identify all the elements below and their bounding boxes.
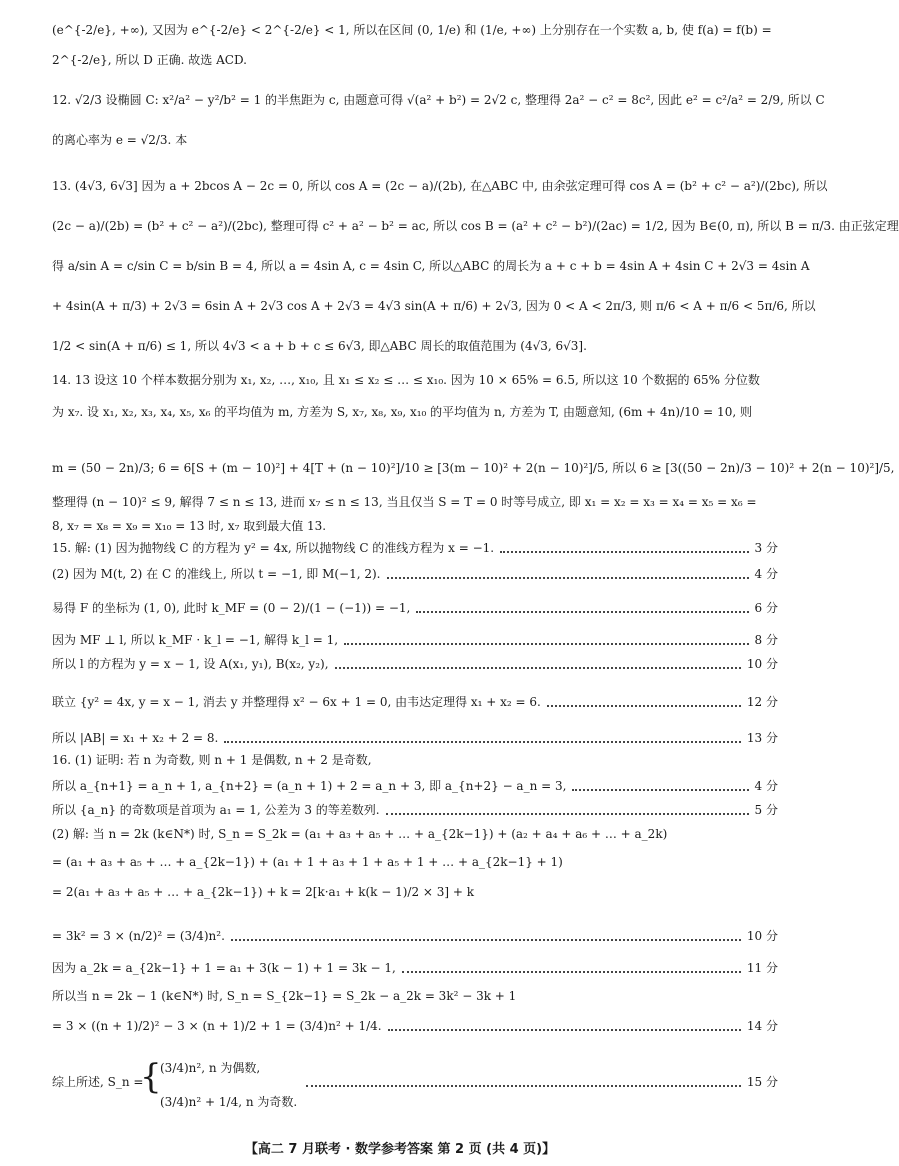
q15-part1-text: 15. 解: (1) 因为抛物线 C 的方程为 y² = 4x, 所以抛物线 C 的准线方程为 x = −1.	[52, 541, 495, 555]
q15-part1	[52, 540, 778, 556]
score-mark: 15 分	[746, 1075, 778, 1089]
page-footer: 【高二 7 月联考 · 数学参考答案 第 2 页 (共 4 页)】	[244, 1142, 556, 1157]
dot-leader	[500, 551, 748, 553]
line-l14: 8, x₇ = x₈ = x₉ = x₁₀ = 13 时, x₇ 取到最大值 13.	[52, 519, 327, 533]
line-text: 因为 MF ⊥ l, 所以 k_MF · k_l = −1, 解得 k_l = 1,	[52, 633, 339, 647]
line-l13: 整理得 (n − 10)² ≤ 9, 解得 7 ≤ n ≤ 13, 进而 x₇ ≤ n ≤ 13, 当且仅当 S = T = 0 时等号成立, 即 x₁ = x₂ = x₃ = x₄ = x₅ = x₆ =	[52, 495, 757, 509]
dot-leader	[386, 813, 749, 815]
line-text: 所以 a_{n+1} = a_n + 1, a_{n+2} = (a_n + 1) + 2 = a_n + 3, 即 a_{n+2} − a_n = 3,	[52, 779, 567, 793]
line-l19	[52, 694, 778, 710]
score-mark: 5 分	[754, 803, 778, 817]
score-mark: 10 分	[746, 657, 778, 671]
score-mark: 3 分	[754, 541, 778, 555]
summary-label: 综上所述, S_n =	[52, 1075, 144, 1089]
score-mark: 4 分	[754, 567, 778, 581]
line-l06: (2c − a)/(2b) = (b² + c² − a²)/(2bc), 整理可得 c² + a² − b² = ac, 所以 cos B = (a² + c² − b²)/(2ac) = 1/2, 因为 B∈(0, π), 所以 B = π/3. 由正弦定理	[52, 219, 899, 233]
line-l09: 1/2 < sin(A + π/6) ≤ 1, 所以 4√3 < a + b + c ≤ 6√3, 即△ABC 周长的取值范围为 (4√3, 6√3].	[52, 339, 587, 353]
line-text: 所以 {a_n} 的奇数项是首项为 a₁ = 1, 公差为 3 的等差数列.	[52, 803, 380, 817]
dot-leader	[416, 611, 748, 613]
dot-leader	[306, 1085, 741, 1087]
line-l01: (e^{-2/e}, +∞), 又因为 e^{-2/e} < 2^{-2/e} < 1, 所以在区间 (0, 1/e) 和 (1/e, +∞) 上分别存在一个实数 a, b, 使 f(a) = f(b) =	[52, 23, 772, 37]
dot-leader	[335, 667, 741, 669]
dot-leader	[572, 789, 748, 791]
line-l16	[52, 600, 778, 616]
line-text: 所以 |AB| = x₁ + x₂ + 2 = 8.	[52, 731, 219, 745]
summary-case-even: (3/4)n², n 为偶数,	[160, 1061, 261, 1075]
dot-leader	[387, 577, 749, 579]
line-text: 因为 a_2k = a_{2k−1} + 1 = a₁ + 3(k − 1) + 1 = 3k − 1,	[52, 961, 396, 975]
q15-part2	[52, 566, 778, 582]
summary-case-odd: (3/4)n² + 1/4, n 为奇数.	[160, 1095, 298, 1109]
line-text: 易得 F 的坐标为 (1, 0), 此时 k_MF = (0 − 2)/(1 − (−1)) = −1,	[52, 601, 411, 615]
line-text: = 3k² = 3 × (n/2)² = (3/4)n².	[52, 929, 225, 943]
line-l17	[52, 632, 778, 648]
line-l07: 得 a/sin A = c/sin C = b/sin B = 4, 所以 a = 4sin A, c = 4sin C, 所以△ABC 的周长为 a + c + b = 4sin A + 4sin C + 2√3 = 4sin A	[52, 259, 810, 273]
line-l08: + 4sin(A + π/3) + 2√3 = 6sin A + 2√3 cos A + 2√3 = 4√3 sin(A + π/6) + 2√3, 因为 0 < A < 2π/3, 则 π/6 < A + π/6 < 5π/6, 所以	[52, 299, 816, 313]
score-mark: 11 分	[746, 961, 778, 975]
q16-part1: 16. (1) 证明: 若 n 为奇数, 则 n + 1 是偶数, n + 2 是奇数,	[52, 753, 372, 767]
dot-leader	[388, 1029, 741, 1031]
line-l23	[52, 802, 778, 818]
line-l02: 2^{-2/e}, 所以 D 正确. 故选 ACD.	[52, 53, 247, 67]
q15-part2-text: (2) 因为 M(t, 2) 在 C 的准线上, 所以 t = −1, 即 M(−1, 2).	[52, 567, 381, 581]
line-l28	[52, 960, 778, 976]
q14-answer: 14. 13 设这 10 个样本数据分别为 x₁, x₂, …, x₁₀, 且 x₁ ≤ x₂ ≤ … ≤ x₁₀. 因为 10 × 65% = 6.5, 所以这 10 个数据的 65% 分位数	[52, 373, 760, 387]
left-brace: {	[140, 1057, 162, 1097]
line-l04: 的离心率为 e = √2/3. 本	[52, 133, 188, 147]
line-l27	[52, 928, 778, 944]
score-mark: 12 分	[746, 695, 778, 709]
q13-answer: 13. (4√3, 6√3] 因为 a + 2bcos A − 2c = 0, 所以 cos A = (2c − a)/(2b), 在△ABC 中, 由余弦定理可得 cos A = (b² + c² − a²)/(2bc), 所以	[52, 179, 828, 193]
q12-answer: 12. √2/3 设椭圆 C: x²/a² − y²/b² = 1 的半焦距为 c, 由题意可得 √(a² + b²) = 2√2 c, 整理得 2a² − c² = 8c², 因此 e² = c²/a² = 2/9, 所以 C	[52, 93, 825, 107]
dot-leader	[344, 643, 748, 645]
line-l12: m = (50 − 2n)/3; 6 = 6[S + (m − 10)²] + 4[T + (n − 10)²]/10 ≥ [3(m − 10)² + 2(n − 10)²]/5, 所以 6 ≥ [3((50 − 2n)/3 − 10)² + 2(n − 10)²]/5,	[52, 461, 895, 475]
line-l30	[52, 1018, 778, 1034]
dot-leader	[224, 741, 741, 743]
score-mark: 10 分	[746, 929, 778, 943]
q16-part2: (2) 解: 当 n = 2k (k∈N*) 时, S_n = S_2k = (a₁ + a₃ + a₅ + … + a_{2k−1}) + (a₂ + a₄ + a₆ + … + a_2k)	[52, 827, 668, 841]
line-l18	[52, 656, 778, 672]
line-text: 所以 l 的方程为 y = x − 1, 设 A(x₁, y₁), B(x₂, y₂),	[52, 657, 329, 671]
dot-leader	[402, 971, 741, 973]
line-l22	[52, 778, 778, 794]
score-mark: 14 分	[746, 1019, 778, 1033]
line-l29: 所以当 n = 2k − 1 (k∈N*) 时, S_n = S_{2k−1} = S_2k − a_2k = 3k² − 3k + 1	[52, 989, 517, 1003]
line-l26: = 2(a₁ + a₃ + a₅ + … + a_{2k−1}) + k = 2[k·a₁ + k(k − 1)/2 × 3] + k	[52, 885, 475, 899]
line-l20	[52, 730, 778, 746]
line-l25: = (a₁ + a₃ + a₅ + … + a_{2k−1}) + (a₁ + 1 + a₃ + 1 + a₅ + 1 + … + a_{2k−1} + 1)	[52, 855, 563, 869]
dot-leader	[231, 939, 741, 941]
dot-leader	[547, 705, 741, 707]
line-text: = 3 × ((n + 1)/2)² − 3 × (n + 1)/2 + 1 = (3/4)n² + 1/4.	[52, 1019, 382, 1033]
score-mark: 6 分	[754, 601, 778, 615]
score-mark: 8 分	[754, 633, 778, 647]
summary-score	[300, 1074, 778, 1090]
line-l11: 为 x₇. 设 x₁, x₂, x₃, x₄, x₅, x₆ 的平均值为 m, 方差为 S, x₇, x₈, x₉, x₁₀ 的平均值为 n, 方差为 T, 由题意知, (6m + 4n)/10 = 10, 则	[52, 405, 752, 419]
line-text: 联立 {y² = 4x, y = x − 1, 消去 y 并整理得 x² − 6x + 1 = 0, 由韦达定理得 x₁ + x₂ = 6.	[52, 695, 541, 709]
score-mark: 13 分	[746, 731, 778, 745]
score-mark: 4 分	[754, 779, 778, 793]
